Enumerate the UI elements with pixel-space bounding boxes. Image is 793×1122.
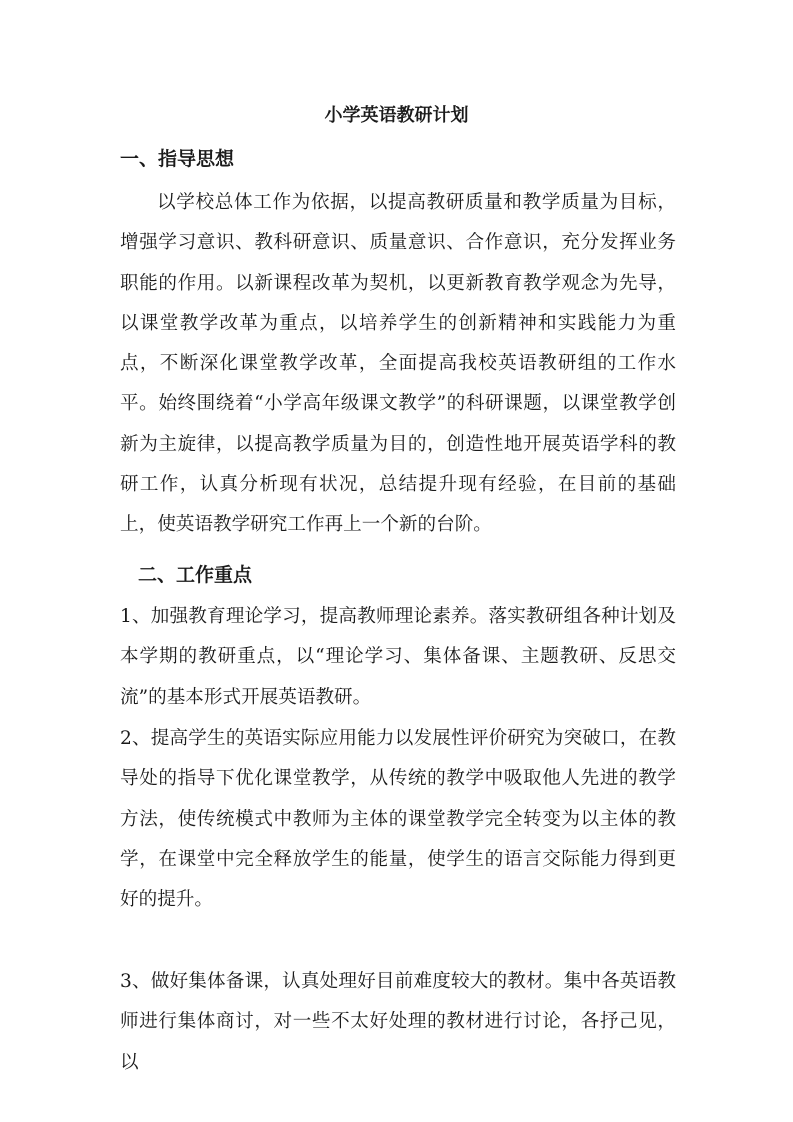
- document-title: 小学英语教研计划: [324, 105, 469, 126]
- section-heading-guiding-thought: 一、指导思想: [120, 148, 235, 170]
- paragraph-work-focus-3: 3、做好集体备课，认真处理好目前难度较大的教材。集中各英语教师进行集体商讨，对一些不太好处理的教材进行讨论，各抒己见，以: [120, 971, 676, 1073]
- paragraph-work-focus-2: 2、提高学生的英语实际应用能力以发展性评价研究为突破口，在教导处的指导下优化课堂教学，从传统的教学中吸取他人先进的教学方法，使传统模式中教师为主体的课堂教学完全转变为以主体的教学，在课堂中完全释放学生的能量，使学生的语言交际能力得到更好的提升。: [120, 728, 676, 911]
- paragraph-work-focus-1: 1、加强教育理论学习，提高教师理论素养。落实教研组各种计划及本学期的教研重点，以“理论学习、集体备课、主题教研、反思交流”的基本形式开展英语教研。: [120, 606, 676, 708]
- paragraph-guiding-thought: 以学校总体工作为依据，以提高教研质量和教学质量为目标，增强学习意识、教科研意识、质量意识、合作意识，充分发挥业务职能的作用。以新课程改革为契机，以更新教育教学观念为先导，以课堂教学改革为重点，以培养学生的创新精神和实践能力为重点，不断深化课堂教学改革，全面提高我校英语教研组的工作水平。始终围绕着“小学高年级课文教学”的科研课题，以课堂教学创新为主旋律，以提高教学质量为目的，创造性地开展英语学科的教研工作，认真分析现有状况，总结提升现有经验，在目前的基础上，使英语教学研究工作再上一个新的台阶。: [120, 192, 676, 536]
- section-heading-work-focus: 二、工作重点: [138, 564, 253, 586]
